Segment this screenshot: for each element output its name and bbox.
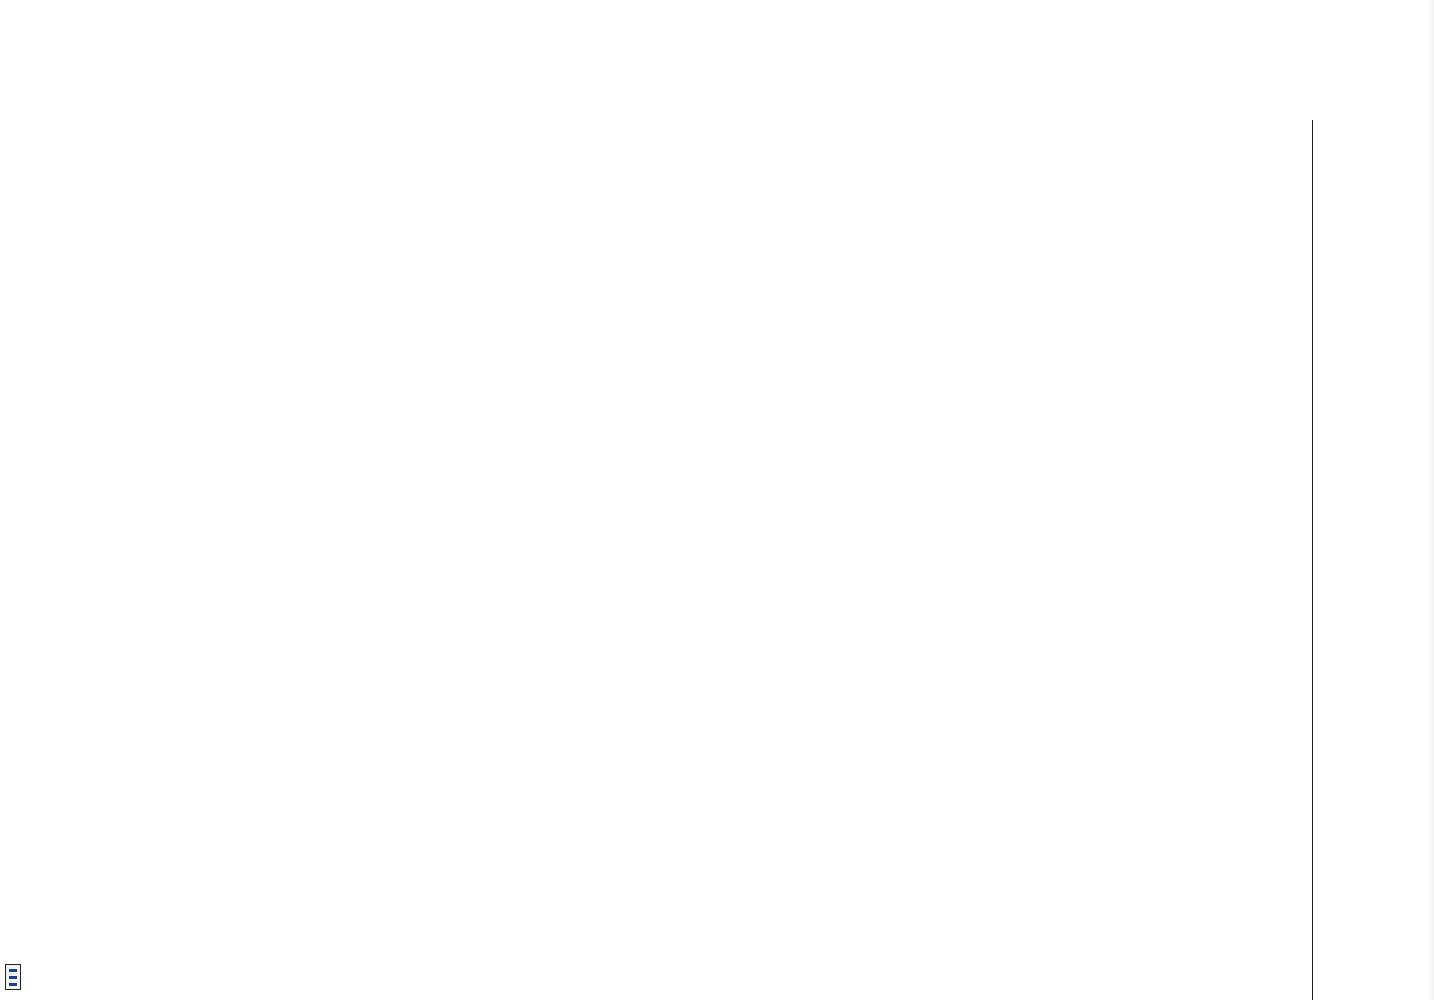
funding-note bbox=[6, 610, 20, 990]
newspaper-page bbox=[455, 100, 1355, 1000]
dfg-logo-icon bbox=[5, 964, 21, 990]
scan-edge bbox=[1428, 0, 1434, 1000]
left-column-wrap bbox=[480, 120, 1300, 703]
body-columns bbox=[480, 120, 1300, 1000]
left-column bbox=[480, 120, 1300, 703]
right-column-wrap bbox=[480, 737, 1300, 1000]
right-column bbox=[480, 737, 1300, 1000]
funding-footer bbox=[0, 0, 26, 1000]
page-rotator bbox=[455, 100, 1355, 1000]
running-head bbox=[1312, 120, 1343, 1000]
